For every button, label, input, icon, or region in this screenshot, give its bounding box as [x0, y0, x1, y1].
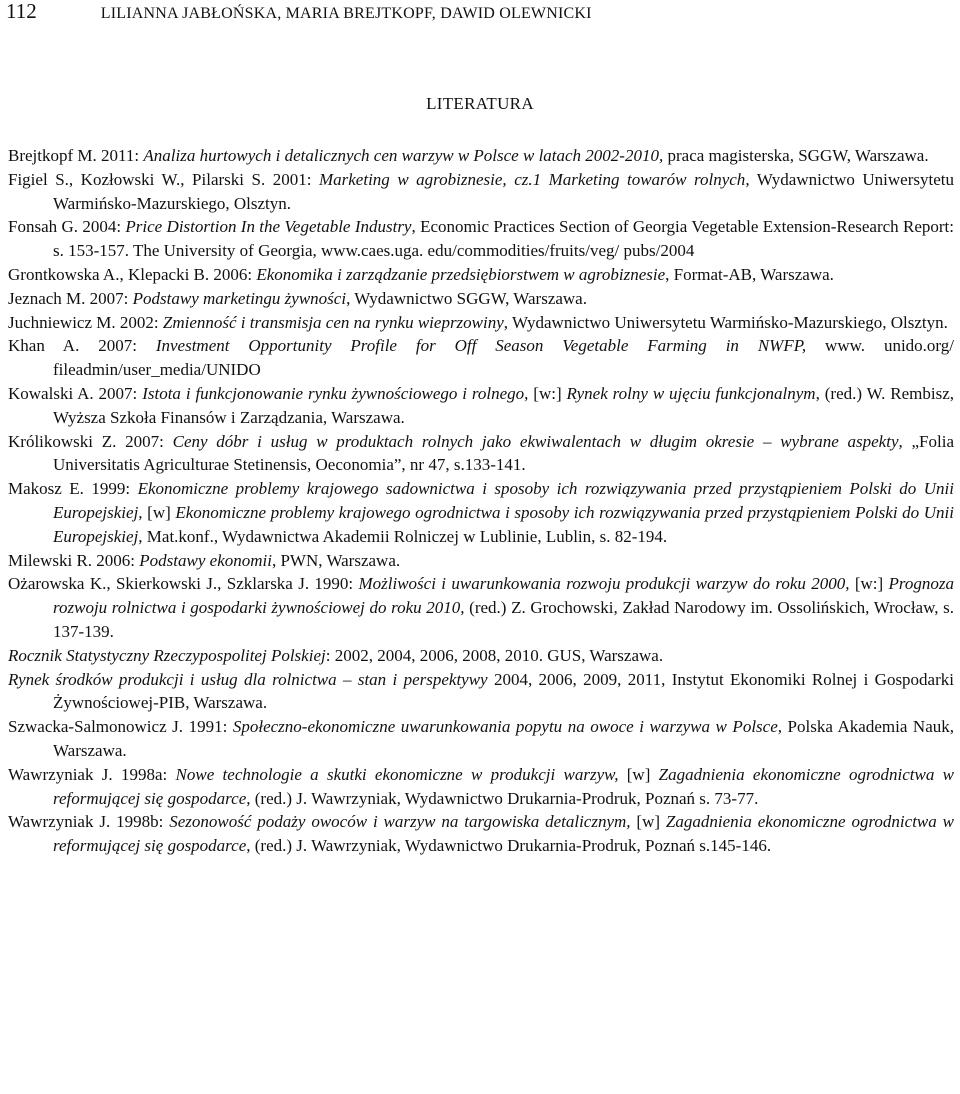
section-title: LITERATURA	[426, 94, 534, 113]
reference-title-text: Możliwości i uwarunkowania rozwoju produkcji warzyw do roku 2000,	[358, 574, 850, 594]
reference-entry	[8, 763, 954, 811]
reference-entry	[8, 382, 954, 430]
reference-title-text: Ekonomiczne problemy krajowego ogrodnictwa i sposoby ich rozwiązywania przed przystąpieniem Polski do Unii Europejskiej,	[53, 502, 954, 546]
reference-text: www. unido.org/ fileadmin/user_media/UNIDO	[53, 336, 954, 380]
reference-title-text: Ekonomika i zarządzanie przedsiębiorstwem w agrobiznesie	[256, 264, 666, 284]
reference-title-text: Zagadnienia ekonomiczne ogrodnictwa w reformującej się gospodarce	[53, 812, 954, 856]
running-header	[6, 0, 954, 30]
reference-entry	[8, 549, 954, 573]
reference-text: Milewski R. 2006:	[8, 550, 140, 570]
reference-text: Wawrzyniak J. 1998b:	[8, 812, 170, 832]
reference-text: Figiel S., Kozłowski W., Pilarski S. 2001:	[8, 169, 319, 189]
reference-text: Kowalski A. 2007:	[8, 383, 143, 403]
reference-text: Wawrzyniak J. 1998a:	[8, 764, 176, 784]
reference-text: (red.) Z. Grochowski, Zakład Narodowy im. Ossolińskich, Wrocław, s. 137-139.	[53, 598, 954, 641]
reference-title-text: Nowe technologie a skutki ekonomiczne w produkcji warzyw,	[175, 764, 619, 784]
reference-title-text: Rynek środków produkcji i usług dla rolnictwa – stan i perspektywy	[8, 669, 488, 689]
reference-text: Szwacka-Salmonowicz J. 1991:	[8, 717, 233, 737]
reference-title-text: Price Distortion In the Vegetable Industry	[125, 217, 412, 237]
reference-entry	[8, 644, 954, 668]
reference-text: , Economic Practices Section of Georgia Vegetable Extension-Research Report: s. 153-157. The University of Georgia, www.caes.uga. edu/commodities/fruits/veg/ pubs/2004	[53, 217, 954, 261]
reference-entry	[8, 287, 954, 311]
reference-title-text: Społeczno-ekonomiczne uwarunkowania popytu na owoce i warzywa w Polsce	[232, 717, 778, 737]
reference-entry	[8, 263, 954, 287]
reference-text: praca magisterska, SGGW, Warszawa.	[663, 146, 929, 165]
reference-text: Ożarowska K., Skierkowski J., Szklarska J. 1990:	[8, 574, 359, 594]
reference-text: , Wydawnictwo Uniwersytetu Warmińsko-Mazurskiego, Olsztyn.	[53, 169, 955, 213]
reference-title-text: Ekonomiczne problemy krajowego sadownictwa i sposoby ich rozwiązywania przed przystąpieniem Polski do Unii Europejskiej,	[53, 479, 954, 522]
reference-entry	[8, 311, 954, 335]
reference-entry	[8, 715, 954, 763]
reference-text: Grontkowska A., Klepacki B. 2006:	[8, 264, 257, 284]
reference-title-text: Marketing w agrobiznesie, cz.1 Marketing towarów rolnych	[318, 169, 746, 189]
reference-text: [w]	[142, 502, 176, 522]
reference-text: Jeznach M. 2007:	[8, 288, 133, 308]
reference-text: Mat.konf., Wydawnictwa Akademii Rolniczej w Lublinie, Lublin, s. 82-194.	[142, 526, 668, 546]
reference-entry	[8, 168, 954, 216]
reference-entry	[8, 215, 954, 263]
reference-title-text: Zagadnienia ekonomiczne ogrodnictwa w reformującej się gospodarce,	[53, 764, 954, 808]
reference-text: (red.) J. Wawrzyniak, Wydawnictwo Drukarnia-Prodruk, Poznań s. 73-77.	[250, 788, 759, 808]
reference-title-text: Zmienność i transmisja cen na rynku wieprzowiny	[162, 312, 504, 332]
reference-text: , Wydawnictwo SGGW, Warszawa.	[346, 288, 587, 308]
reference-list	[8, 144, 954, 858]
reference-text: 2004, 2006, 2009, 2011, Instytut Ekonomiki Rolnej i Gospodarki Żywnościowej-PIB, Warszawa.	[53, 669, 954, 713]
reference-text: , PWN, Warszawa.	[271, 550, 401, 570]
reference-text: [w:]	[849, 574, 889, 594]
reference-title-text: Rocznik Statystyczny Rzeczypospolitej Polskiej	[8, 645, 326, 665]
reference-text: , (red.) W. Rembisz, Wyższa Szkoła Finansów i Zarządzania, Warszawa.	[53, 383, 955, 427]
reference-text: Fonsah G. 2004:	[8, 217, 126, 237]
reference-title-text: Analiza hurtowych i detalicznych cen warzyw w Polsce w latach 2002-2010,	[143, 146, 664, 165]
reference-text: , „Folia Universitatis Agriculturae Stetinensis, Oeconomia”, nr 47, s.133-141.	[53, 431, 954, 475]
reference-text: : 2002, 2004, 2006, 2008, 2010. GUS, Warszawa.	[325, 645, 664, 665]
reference-title-text: Podstawy marketingu żywności	[132, 288, 347, 308]
reference-text: , Polska Akademia Nauk, Warszawa.	[53, 717, 954, 760]
reference-title-text: Sezonowość podaży owoców i warzyw na targowiska detalicznym,	[169, 812, 631, 832]
reference-text: , (red.) J. Wawrzyniak, Wydawnictwo Drukarnia-Prodruk, Poznań s.145-146.	[246, 836, 772, 856]
reference-text: Khan A. 2007:	[8, 336, 156, 356]
reference-text: Brejtkopf M. 2011:	[8, 146, 144, 165]
reference-entry	[8, 144, 954, 168]
reference-entry	[8, 334, 954, 382]
reference-title-text: Rynek rolny w ujęciu funkcjonalnym	[566, 383, 816, 403]
reference-title-text: Investment Opportunity Profile for Off Season Vegetable Farming in NWFP,	[155, 336, 807, 356]
reference-text: , [w:]	[524, 383, 567, 403]
reference-text: , Wydawnictwo Uniwersytetu Warmińsko-Mazurskiego, Olsztyn.	[503, 312, 948, 332]
reference-title-text: Podstawy ekonomii	[139, 550, 272, 570]
reference-entry	[8, 477, 954, 548]
reference-entry	[8, 572, 954, 643]
header-authors: LILIANNA JABŁOŃSKA, MARIA BREJTKOPF, DAWID OLEWNICKI	[100, 5, 592, 22]
reference-text: Królikowski Z. 2007:	[8, 431, 173, 451]
reference-title-text: Istota i funkcjonowanie rynku żywnościowego i rolnego	[142, 383, 525, 403]
reference-title-text: Ceny dóbr i usług w produktach rolnych jako ekwiwalentach w długim okresie – wybrane aspekty	[172, 431, 899, 451]
reference-text: [w]	[618, 764, 659, 784]
reference-title-text: Prognoza rozwoju rolnictwa i gospodarki żywnościowej do roku 2010,	[53, 574, 954, 618]
reference-text: Juchniewicz M. 2002:	[8, 312, 163, 332]
reference-text: Makosz E. 1999:	[8, 479, 138, 499]
reference-text: [w]	[630, 812, 666, 832]
reference-entry	[8, 810, 954, 858]
reference-entry	[8, 430, 954, 478]
reference-entry	[8, 668, 954, 716]
reference-text: , Format-AB, Warszawa.	[665, 264, 834, 284]
page-number: 112	[6, 0, 37, 23]
